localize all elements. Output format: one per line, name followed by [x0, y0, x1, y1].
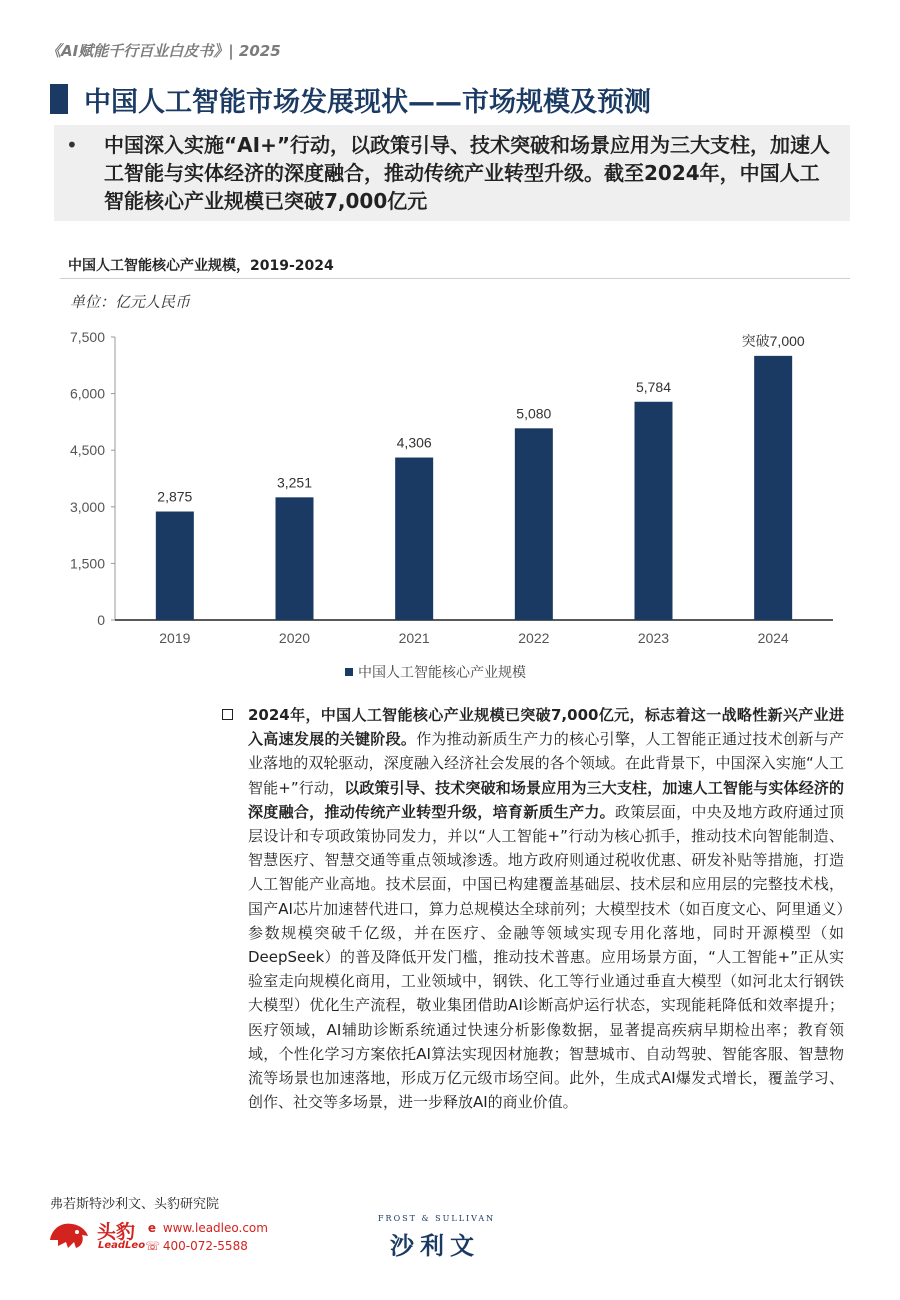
bar-chart: [40, 320, 860, 660]
page-title: 中国人工智能市场发展现状——市场规模及预测: [84, 87, 651, 118]
frost-sullivan-logo-cn: 沙利文: [390, 1232, 480, 1260]
y-tick-label: 4,500: [69, 442, 105, 459]
chart-title: 中国人工智能核心产业规模，2019-2024: [68, 258, 334, 274]
x-tick-label: 2021: [398, 630, 430, 646]
body-text-1: 作为推动新质生产力的核心引擎，人工智能正通过技术创新与产业落地的双轮驱动，深度融入经济社会发展的各个领域。在此背景下，中国深入实施“人工智能+”行动，: [248, 730, 844, 797]
footer-org: 弗若斯特沙利文、头豹研究院: [50, 1197, 220, 1212]
body-bold-2: 以政策引导、技术突破和场景应用为三大支柱，加速人工智能与实体经济的深度融合，推动传统产业转型升级，培育新质生产力。: [248, 778, 844, 821]
bar-value-label: 5,080: [516, 405, 552, 422]
checkbox-bullet-icon: [222, 709, 233, 720]
website-link[interactable]: www.leadleo.com: [162, 1221, 268, 1235]
phone-contact: [145, 1239, 248, 1253]
bullet-icon: •: [66, 133, 78, 157]
y-tick-label: 7,500: [69, 329, 105, 345]
bar: [395, 458, 433, 620]
leadleo-logo-cn: 头豹: [97, 1221, 136, 1243]
phone-number: 400-072-5588: [162, 1239, 248, 1253]
bar: [515, 428, 553, 620]
body-bold-1: 2024年，中国人工智能核心产业规模已突破7,000亿元，标志着这一战略性新兴产业进入高速发展的关键阶段。: [248, 706, 844, 749]
y-tick-label: 3,000: [69, 498, 105, 515]
chart-legend: [345, 662, 526, 682]
bar-value-label: 5,784: [635, 378, 672, 395]
website-contact[interactable]: [145, 1221, 268, 1235]
chart-unit-label: 单位：亿元人民币: [70, 293, 191, 311]
body-text-2: 政策层面，中央及地方政府通过顶层设计和专项政策协同发力，并以“人工智能+”行动为核心抓手，推动技术向智能制造、智慧医疗、智慧交通等重点领域渗透。地方政府则通过税收优惠、研发补贴等措施，打造人工智能产业高地。技术层面，中国已构建覆盖基础层、技术层和应用层的完整技术栈，国产AI芯片加速替代进口，算力总规模达全球前列；大模型技术（如百度文心、阿里通义）参数规模突破千亿级，并在医疗、金融等领域实现专用化落地，同时开源模型（如DeepSeek）的普及降低开发门槛，推动技术普惠。应用场景方面，“人工智能+”正从实验室走向规模化商用，工业领域中，钢铁、化工等行业通过垂直大模型（如河北太行钢铁大模型）优化生产流程，敬业集团借助AI诊断高炉运行状态，实现能耗降低和效率提升；医疗领域，AI辅助诊断系统通过快速分析影像数据，显著提高疾病早期检出率；教育领域，个性化学习方案依托AI算法实现因材施教；智慧城市、自动驾驶、智能客服、智慧物流等场景也加速落地，形成万亿元级市场空间。此外，生成式AI爆发式增长，覆盖学习、创作、社交等多场景，进一步释放AI的商业价值。: [248, 802, 844, 1112]
y-tick-label: 6,000: [69, 385, 105, 402]
body-text: [222, 703, 844, 1114]
bar-value-label: 3,251: [276, 474, 313, 491]
bar: [635, 402, 673, 620]
y-tick-label: 1,500: [69, 555, 105, 572]
y-tick-label: 0: [97, 612, 105, 628]
legend-swatch: [345, 668, 353, 676]
leadleo-logo-icon: [46, 1218, 92, 1252]
title-accent-bar: [50, 84, 68, 114]
x-tick-label: 2023: [637, 630, 670, 646]
bar: [156, 512, 194, 620]
summary-text: 中国深入实施“AI+”行动，以政策引导、技术突破和场景应用为三大支柱，加速人工智能与实体经济的深度融合，推动传统产业转型升级。截至2024年，中国人工智能核心产业规模已突破7,000亿元: [104, 133, 830, 213]
x-tick-label: 2020: [278, 630, 311, 646]
summary-box: [54, 125, 850, 221]
report-header-label: 《AI赋能千行百业白皮书》| 2025: [46, 42, 281, 60]
body-paragraph: [222, 703, 844, 1114]
bar-value-label: 4,306: [396, 434, 432, 451]
chart-divider: [60, 278, 850, 279]
x-tick-label: 2019: [159, 630, 191, 646]
bar: [754, 356, 792, 620]
bar: [276, 497, 314, 620]
x-tick-label: 2022: [518, 630, 550, 646]
leadleo-logo-en: LeadLeo: [98, 1240, 146, 1251]
x-tick-label: 2024: [757, 630, 789, 646]
legend-label: 中国人工智能核心产业规模: [358, 665, 526, 681]
frost-sullivan-logo-en: FROST & SULLIVAN: [378, 1214, 496, 1223]
bar-value-label: 突破7,000: [741, 332, 805, 349]
phone-icon: ☏: [145, 1239, 161, 1253]
web-icon: e: [147, 1221, 157, 1235]
bar-value-label: 2,875: [157, 488, 193, 505]
